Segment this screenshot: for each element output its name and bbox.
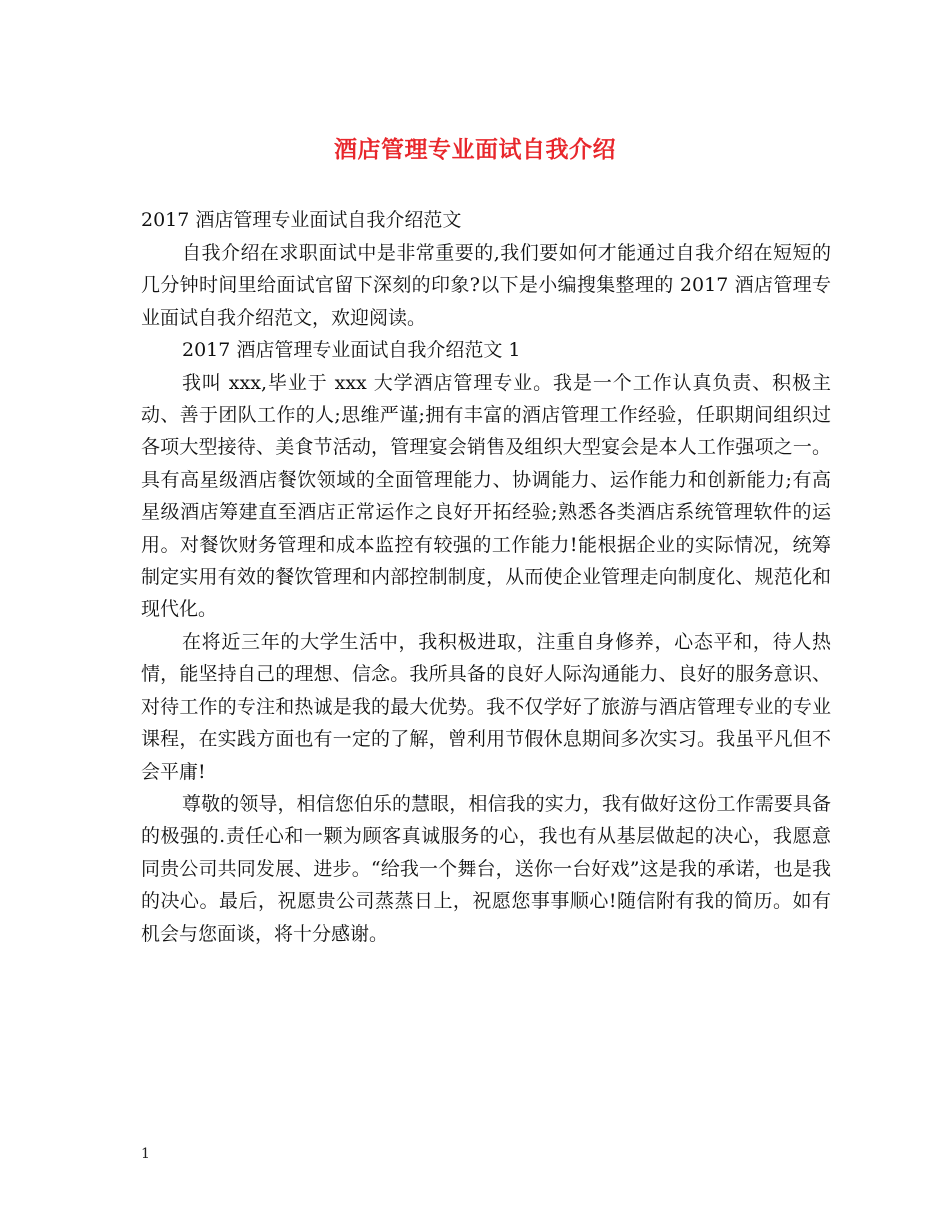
document-subtitle: 2017 酒店管理专业面试自我介绍范文 [141, 209, 462, 231]
body-paragraph-experience: 我叫 xxx,毕业于 xxx 大学酒店管理专业。我是一个工作认真负责、积极主动、善于团队工作的人;思维严谨;拥有丰富的酒店管理工作经验，任职期间组织过各项大型接待、美食节活动，管理宴会销售及组织大型宴会是本人工作强项之一。具有高星级酒店餐饮领域的全面管理能力、协调能力、运作能力和创新能力;有高星级酒店筹建直至酒店正常运作之良好开拓经验;熟悉各类酒店系统管理软件的运用。对餐饮财务管理和成本监控有较强的工作能力!能根据企业的实际情况，统筹制定实用有效的餐饮管理和内部控制制度，从而使企业管理走向制度化、规范化和现代化。 [141, 371, 831, 621]
document-title: 酒店管理专业面试自我介绍 [334, 136, 616, 163]
page-number: 1 [141, 1146, 150, 1162]
intro-paragraph: 自我介绍在求职面试中是非常重要的,我们要如何才能通过自我介绍在短短的几分钟时间里给面试官留下深刻的印象?以下是小编搜集整理的 2017 酒店管理专业面试自我介绍范文，欢迎阅读。 [141, 242, 831, 329]
document-body [141, 237, 831, 950]
sample-heading: 2017 酒店管理专业面试自我介绍范文 1 [182, 339, 521, 362]
body-paragraph-closing: 尊敬的领导，相信您伯乐的慧眼，相信我的实力，我有做好这份工作需要具备的极强的.责任心和一颗为顾客真诚服务的心，我也有从基层做起的决心，我愿意同贵公司共同发展、进步。“给我一个舞台，送你一台好戏”这是我的承诺，也是我的决心。最后，祝愿贵公司蒸蒸日上，祝愿您事事顺心!随信附有我的简历。如有机会与您面谈，将十分感谢。 [141, 792, 831, 945]
body-paragraph-university: 在将近三年的大学生活中，我积极进取，注重自身修养，心态平和，待人热情，能坚持自己的理想、信念。我所具备的良好人际沟通能力、良好的服务意识、对待工作的专注和热诚是我的最大优势。我不仅学好了旅游与酒店管理专业的专业课程，在实践方面也有一定的了解，曾利用节假休息期间多次实习。我虽平凡但不会平庸! [141, 630, 831, 783]
